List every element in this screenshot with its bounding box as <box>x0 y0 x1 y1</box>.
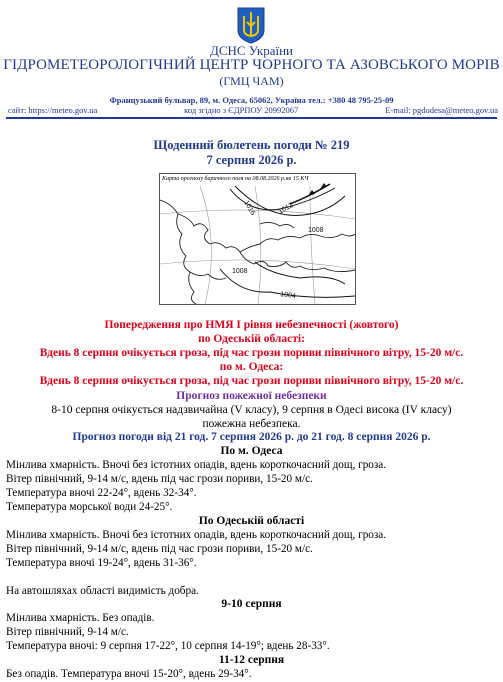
map-caption: Карта прогнозу баричного поля на 08.08.2026 р.на 15 КЧ <box>162 176 309 182</box>
fire-line-1: 8-10 серпня очікується надзвичайна (V класу), 9 серпня в Одесі висока (IV класу) <box>51 404 452 416</box>
pressure-map <box>159 173 356 305</box>
edrpou-code: код згідно з ЄДРПОУ 20992067 <box>184 105 299 115</box>
warning-city-text: Вдень 8 серпня очікується гроза, під час грози пориви північного вітру, 15-20 м/с. <box>39 375 464 387</box>
header-divider <box>6 117 497 119</box>
days-9-10-line: Вітер північний, 9-14 м/с. <box>6 626 129 638</box>
isobar-label-1012: 1012 <box>277 201 295 216</box>
oblast-line: Вітер північний, 9-14 м/с, вдень під час грози пориви, 15-20 м/с. <box>6 543 313 555</box>
odesa-line: Температура вночі 22-24°, вдень 32-34°. <box>6 487 197 499</box>
contacts-line <box>8 105 498 115</box>
oblast-heading: По Одеській області <box>198 515 305 527</box>
roads-line: На автошляхах області видимість добра. <box>6 585 199 597</box>
warning-city-heading: по м. Одеса: <box>219 361 284 373</box>
warning-title: Попередження про НМЯ I рівня небезпечності (жовтого) <box>104 319 399 331</box>
days-9-10-heading: 9-10 серпня <box>221 598 282 610</box>
center-abbr: (ГМЦ ЧАМ) <box>219 74 284 88</box>
odesa-line: Мінлива хмарність. Вночі без істотних опадів, вдень короткочасний дощ, гроза. <box>6 459 387 471</box>
agency-name: ДСНС України <box>209 43 294 58</box>
email-link[interactable]: E-mail: pgdodesa@meteo.gov.ua <box>385 105 498 115</box>
days-11-12-heading: 11-12 серпня <box>218 654 285 666</box>
bulletin-date: 7 серпня 2026 р. <box>206 153 297 167</box>
fire-line-2: пожежна небезпека. <box>202 418 301 430</box>
odesa-line: Температура морської води 24-25°. <box>6 501 173 513</box>
warning-section <box>0 318 503 388</box>
coat-of-arms-icon <box>236 6 266 44</box>
odesa-heading: По м. Одеса <box>220 445 283 457</box>
isobar-label-1008-west: 1008 <box>232 268 248 275</box>
center-name: ГІДРОМЕТЕОРОЛОГІЧНИЙ ЦЕНТР ЧОРНОГО ТА АЗОВСЬКОГО МОРІВ <box>3 57 500 73</box>
fire-title: Прогноз пожежної небезпеки <box>176 390 327 402</box>
warning-region-heading: по Одеській області: <box>198 333 305 345</box>
fire-section <box>0 389 503 431</box>
isobar-label-1008-east: 1008 <box>308 227 324 234</box>
odesa-line: Вітер північний, 9-14 м/с, вдень під час грози пориви, 15-20 м/с. <box>6 473 313 485</box>
days-11-12-line: Без опадів. Температура вночі 15-20°, вдень 29-34°. <box>6 668 252 680</box>
days-9-10-line: Мінлива хмарність. Без опадів. <box>6 612 155 624</box>
site-link[interactable]: сайт: https://meteo.gov.ua <box>8 105 98 115</box>
oblast-line: Мінлива хмарність. Вночі без істотних опадів, вдень короткочасний дощ, гроза. <box>6 529 387 541</box>
bulletin-number: Щоденний бюлетень погоди № 219 <box>153 138 350 152</box>
days-9-10-line: Температура вночі: 9 серпня 17-22°, 10 серпня 14-19°; вдень 28-33°. <box>6 640 330 652</box>
warning-region-text: Вдень 8 серпня очікується гроза, під час грози пориви північного вітру, 15-20 м/с. <box>39 347 464 359</box>
forecast-title: Прогноз погоди від 21 год. 7 серпня 2026 р. до 21 год. 8 серпня 2026 р. <box>72 431 431 443</box>
address-line: Французький бульвар, 89, м. Одеса, 65062, Україна тел.: +380 48 795-25-09 <box>109 95 394 105</box>
bulletin-title <box>0 138 503 168</box>
isobar-label-1004: 1004 <box>279 291 297 301</box>
oblast-line: Температура вночі 19-24°, вдень 31-36°. <box>6 557 197 569</box>
isobar-label-1016: 1016 <box>242 199 257 217</box>
map-drawing <box>160 174 355 304</box>
